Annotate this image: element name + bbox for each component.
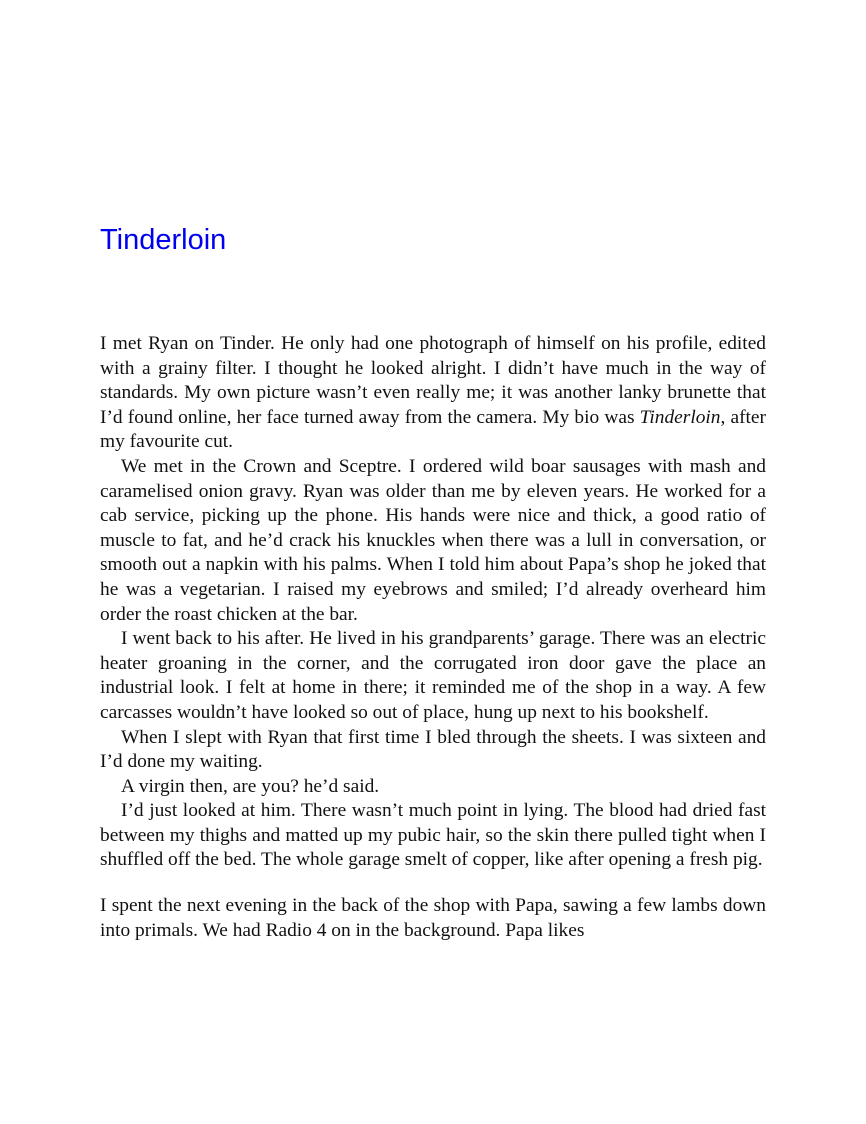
paragraph-1 bbox=[100, 332, 766, 455]
paragraph-1-text: I met Ryan on Tinder. He only had one photograph of himself on his profile, edited with a grainy filter. I thought he looked alright. I didn’t have much in the way of standards. My own picture wasn’t even really me; it was another lanky brunette that I’d found online, her face turned away from the camera. My bio was bbox=[100, 333, 766, 428]
paragraph-4: When I slept with Ryan that first time I bled through the sheets. I was sixteen and I’d done my waiting. bbox=[100, 726, 766, 773]
chapter-body bbox=[100, 332, 766, 943]
bio-title: Tinderloin bbox=[639, 406, 721, 428]
paragraph-7: I spent the next evening in the back of the shop with Papa, sawing a few lambs down into primals. We had Radio 4 on in the background. Papa likes bbox=[100, 895, 766, 941]
paragraph-1-tail: , after my favourite cut. bbox=[100, 406, 766, 453]
chapter-title: Tinderloin bbox=[100, 224, 227, 256]
paragraph-6: I’d just looked at him. There wasn’t much point in lying. The blood had dried fast between my thighs and matted up my pubic hair, so the skin there pulled tight when I shuffled off the bed. The whole garage smelt of copper, like after opening a fresh pig. bbox=[100, 800, 766, 871]
paragraph-5: A virgin then, are you? he’d said. bbox=[121, 775, 380, 797]
paragraph-3: I went back to his after. He lived in his grandparents’ garage. There was an electric heater groaning in the corner, and the corrugated iron door gave the place an industrial look. I felt at home in there; it reminded me of the shop in a way. A few carcasses wouldn’t have looked so out of place, hung up next to his bookshelf. bbox=[100, 628, 766, 723]
paragraph-2: We met in the Crown and Sceptre. I ordered wild boar sausages with mash and caramelised onion gravy. Ryan was older than me by eleven years. He worked for a cab service, picking up the phone. His hands were nice and thick, a good ratio of muscle to fat, and he’d crack his knuckles when there was a lull in conversation, or smooth out a napkin with his palms. When I told him about Papa’s shop he joked that he was a vegetarian. I raised my eyebrows and smiled; I’d already overheard him order the roast chicken at the bar. bbox=[100, 455, 766, 625]
